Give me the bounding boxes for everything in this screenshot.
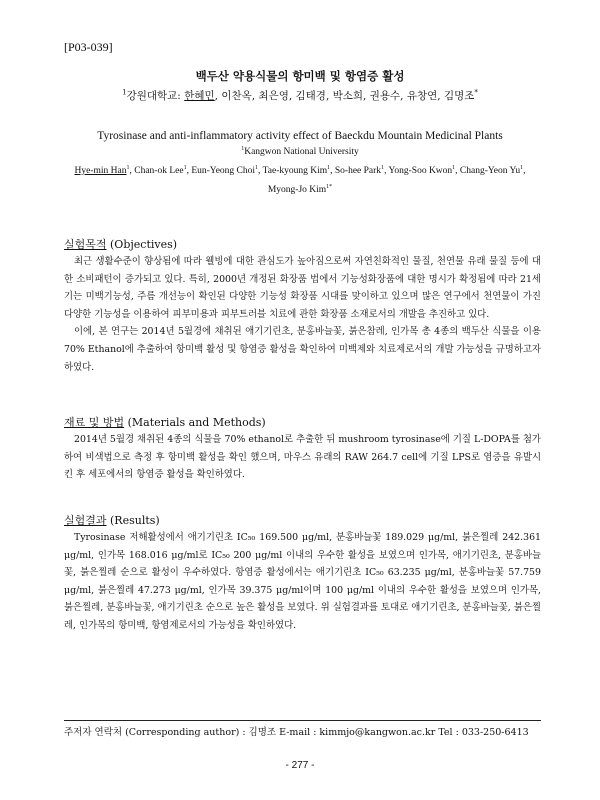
author-name: So-hee Park <box>334 166 382 177</box>
author-sup: 1 <box>255 165 259 171</box>
author-sup: 1 <box>183 165 187 171</box>
objectives-heading <box>64 236 177 252</box>
author-sep: , <box>330 166 335 177</box>
author-sep: , <box>186 166 192 177</box>
author-name: Yong-Soo Kwon <box>388 166 453 177</box>
author-sep: , <box>129 166 135 177</box>
lead-author: 한혜민 <box>184 90 215 102</box>
author-sup: 1 <box>126 165 130 171</box>
corresponding-author: 주저자 연락처 (Corresponding author) : 김명조 E-mail : kimmjo@kangwon.ac.kr Tel : 033-250-6413 <box>64 727 529 738</box>
korean-title: 백두산 약용식물의 항미백 및 항염증 활성 <box>195 69 405 83</box>
section-heading-en: (Results) <box>106 514 160 527</box>
co-authors: , 이찬옥, 최은영, 김태경, 박소희, 권용수, 유창연, 김명조 <box>214 90 475 102</box>
corresponding-mark: * <box>474 88 478 97</box>
korean-affiliation: 강원대학교: <box>126 90 181 102</box>
section-heading-en: (Objectives) <box>106 238 178 251</box>
author-sep: , <box>258 166 263 177</box>
author-sep: , <box>523 166 526 177</box>
paragraph: 이에, 본 연구는 2014년 5월경에 채취된 애기기린초, 분홍바늘꽃, 붉은참레, 인가목 총 4종의 백두산 식물을 이용 70% Ethanol에 추출하여 항미백 활성 및 항염증 활성을 확인하여 미백제와 치료제로서의 개발 가능성을 규명하고자 하였다. <box>64 326 541 373</box>
section-heading-ko: 실험목적 <box>64 238 107 251</box>
affil-superscript: 1 <box>122 88 127 97</box>
results-heading <box>64 512 160 528</box>
methods-heading <box>64 414 266 430</box>
korean-authors <box>0 88 600 103</box>
author-sup: 1 <box>381 165 385 171</box>
author-sup: 1 <box>520 165 524 171</box>
affil-superscript: 1 <box>241 146 245 152</box>
methods-body <box>64 431 541 484</box>
author-name: Myong-Jo Kim <box>267 185 327 196</box>
author-sup: 1 <box>327 165 331 171</box>
english-authors <box>70 160 530 198</box>
author-sep: , <box>455 166 460 177</box>
author-sup: 1* <box>326 184 333 191</box>
footer-divider <box>64 720 541 721</box>
section-heading-ko: 재료 및 방법 <box>64 416 125 429</box>
author-name: Tae-kyoung Kim <box>262 166 328 177</box>
author-sep: , <box>384 166 389 177</box>
english-affiliation <box>0 146 600 157</box>
poster-code: [P03-039] <box>64 40 113 54</box>
page-number: - 277 - <box>285 760 315 771</box>
paragraph: 2014년 5월경 채취된 4종의 식물을 70% ethanol로 추출한 뒤 mushroom tyrosinase에 기질 L-DOPA를 첨가하여 비색법으로 측정 후 항미백 활성을 확인 했으며, 마우스 유래의 RAW 264.7 cell에 기질 LPS로 염증을 유발시킨 후 세포에서의 항염증 활성을 확인하였다. <box>64 434 541 481</box>
results-body <box>64 529 541 635</box>
author-name: Chan-ok Lee <box>134 166 184 177</box>
author-name: Hye-min Han <box>74 166 127 177</box>
section-heading-ko: 실험결과 <box>64 514 107 527</box>
objectives-body <box>64 253 541 376</box>
author-sup: 1 <box>452 165 456 171</box>
affiliation-name: Kangwon National University <box>244 147 359 158</box>
section-heading-en: (Materials and Methods) <box>124 416 266 429</box>
author-name: Chang-Yeon Yu <box>459 166 521 177</box>
english-title: Tyrosinase and anti-inflammatory activity effect of Baeckdu Mountain Medicinal Plants <box>97 130 503 142</box>
paragraph: 최근 생활수준이 향상됨에 따라 웰빙에 대한 관심도가 높아짐으로써 자연친화적인 물질, 천연물 유래 물질 등에 대한 소비패턴이 증가되고 있다. 특히, 2000년 개정된 화장품 법에서 기능성화장품에 대한 명시가 확정됨에 따라 21세기는 미백기능성, 주름 개선능이 확인된 다양한 기능성 화장품 시대를 맞이하고 있으며 많은 연구에서 천연물이 가진 다양한 기능성을 이용하여 피부미용과 피부트러블 치료에 관한 화장품 소재로서의 개발을 추진하고 있다. <box>64 256 541 320</box>
author-name: Eun-Yeong Choi <box>191 166 256 177</box>
paragraph: Tyrosinase 저해활성에서 애기기린초 IC₅₀ 169.500 μg/ml, 분홍바늘꽃 189.029 μg/ml, 붉은찔레 242.361 μg/ml, 인가목 168.016 μg/ml로 IC₅₀ 200 μg/ml 이내의 우수한 활성을 보였으며 인가목, 애기기린초, 분홍바늘꽃, 붉은찔레 순으로 활성이 우수하였다. 항염증 활성에서는 애기기린초 IC₅₀ 63.235 μg/ml, 분홍바늘꽃 57.759 μg/ml, 붉은찔레 47.273 μg/ml, 인가목 39.375 μg/ml이며 100 μg/ml 이내의 우수한 활성을 보였으며 인가목, 붉은찔레, 분홍바늘꽃, 애기기린초 순으로 높은 활성을 보였다. 위 실험결과를 토대로 애기기린초, 분홍바늘꽃, 붉은찔레, 인가목의 항미백, 항염제로서의 가능성을 확인하였다. <box>64 532 541 631</box>
